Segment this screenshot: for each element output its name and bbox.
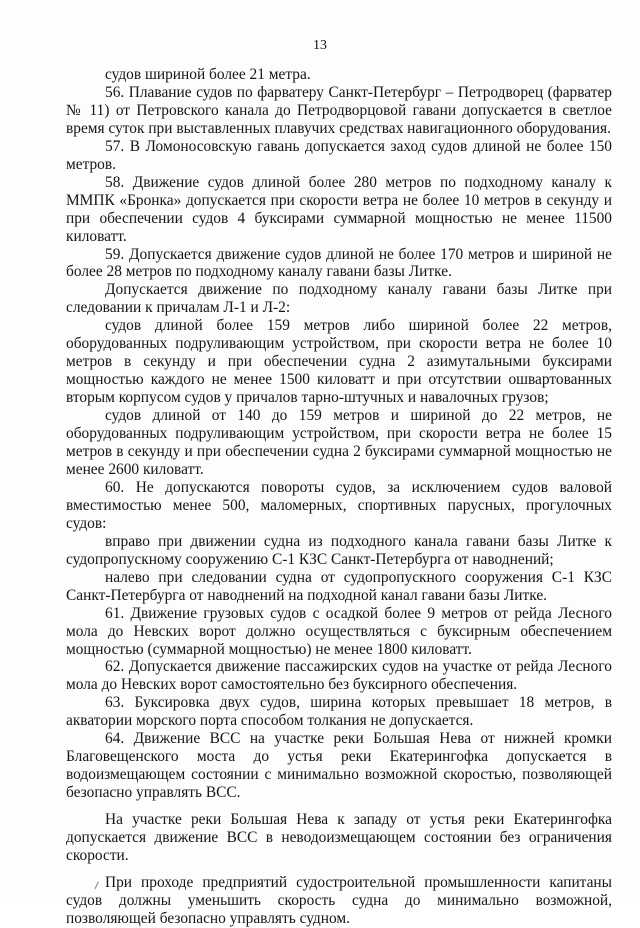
paragraph: судов длиной более 159 метров либо шириной более 22 метров, оборудованных подруливающим устройством, при скорости ветра не более 10 метров в секунду и при обеспечении судна 2 азимутальными буксирами мощностью каждого не менее 1500 киловатт и при отсутствии ошвартованных вторым корпусом судов у причалов тарно-штучных и навалочных грузов;: [66, 317, 612, 407]
paragraph-62: 62. Допускается движение пассажирских судов на участке от рейда Лесного мола до Невских ворот самостоятельно без буксирного обеспечения.: [66, 658, 612, 694]
paragraph-56: 56. Плавание судов по фарватеру Санкт-Петербург – Петродворец (фарватер № 11) от Петровского канала до Петродворцовой гавани допускается в светлое время суток при выставленных плавучих средствах навигационного оборудования.: [66, 83, 612, 137]
page-number: 13: [313, 38, 327, 53]
paragraph-57: 57. В Ломоносовскую гавань допускается заход судов длиной не более 150 метров.: [66, 137, 612, 173]
paragraph-63: 63. Буксировка двух судов, ширина которых превышает 18 метров, в акватории морского порта способом толкания не допускается.: [66, 694, 612, 730]
paragraph-60: 60. Не допускаются повороты судов, за исключением судов валовой вместимостью менее 500, маломерных, спортивных парусных, прогулочных судов:: [66, 478, 612, 532]
paragraph-64: 64. Движение ВСС на участке реки Большая Нева от нижней кромки Благовещенского моста до устья реки Екатерингофка допускается в водоизмещающем состоянии с минимально возможной скоростью, позволяющей безопасно управлять ВСС.: [66, 730, 612, 802]
paragraph: Допускается движение по подходному каналу гавани базы Литке при следовании к причалам Л-1 и Л-2:: [66, 281, 612, 317]
paragraph: судов длиной от 140 до 159 метров и шириной до 22 метров, не оборудованных подруливающим устройством, при скорости ветра не более 15 метров в секунду и при обеспечении судна 2 буксирами суммарной мощностью не менее 2600 киловатт.: [66, 407, 612, 478]
paragraph: При проходе предприятий судостроительной промышленности капитаны судов должны уменьшить скорость судна до минимально возможной, позволяющей безопасно управлять судном.: [66, 873, 612, 927]
paragraph: вправо при движении судна из подходного канала гавани базы Литке к судопропускному сооружению С-1 КЗС Санкт-Петербурга от наводнений;: [66, 532, 612, 568]
paragraph: налево при следовании судна от судопропускного сооружения С-1 КЗС Санкт-Петербурга от наводнений на подходной канал гавани базы Литке.: [66, 568, 612, 604]
paragraph-59: 59. Допускается движение судов длиной не более 170 метров и шириной не более 28 метров по подходному каналу гавани базы Литке.: [66, 245, 612, 281]
paragraph-61: 61. Движение грузовых судов с осадкой более 9 метров от рейда Лесного мола до Невских ворот должно осуществляться с буксирным обеспечением мощностью (суммарной мощностью) не менее 1800 киловатт.: [66, 604, 612, 658]
paragraph: На участке реки Большая Нева к западу от устья реки Екатерингофка допускается движение ВСС в неводоизмещающем состоянии без ограничения скорости.: [66, 811, 612, 864]
document-body: [66, 66, 612, 928]
paragraph: судов шириной более 21 метра.: [105, 66, 311, 83]
paragraph-58: 58. Движение судов длиной более 280 метров по подходному каналу к ММПК «Бронка» допускается при скорости ветра не более 10 метров в секунду и при обеспечении судов 4 буксирами суммарной мощностью не менее 11500 киловатт.: [66, 173, 612, 245]
